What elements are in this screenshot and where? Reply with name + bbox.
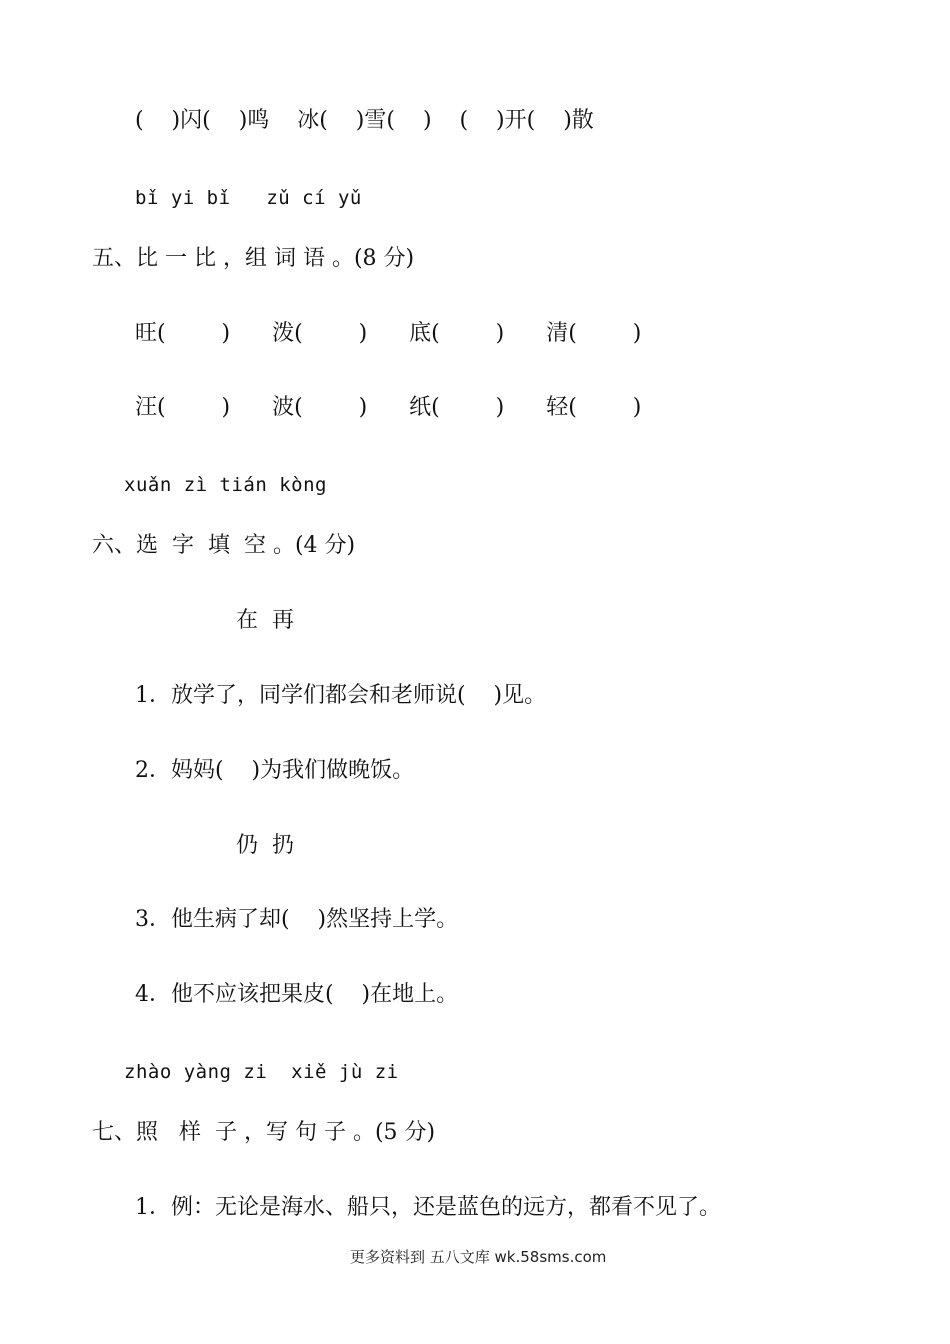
section-7-heading: 七、照 样 子 ，写 句 子 。(5 分) (92, 1120, 436, 1145)
char-choice-1: 在 再 (236, 608, 294, 633)
question-3: 3．他生病了却( )然坚持上学。 (135, 907, 459, 932)
pinyin-section-5: bǐ yi bǐ zǔ cí yǔ (135, 187, 362, 209)
compare-row-2: 汪( ) 波( ) 纸( ) 轻( ) (135, 395, 642, 420)
char-choice-2: 仍 扔 (236, 833, 294, 858)
section-6-heading: 六、选 字 填 空 。(4 分) (92, 533, 356, 558)
question-2: 2．妈妈( )为我们做晚饭。 (135, 758, 415, 783)
section-5-heading: 五、比 一 比 ，组 词 语 。(8 分) (92, 246, 415, 271)
word-fill-row: ( )闪( )鸣 冰( )雪( ) ( )开( )散 (135, 108, 594, 133)
compare-row-1: 旺( ) 泼( ) 底( ) 清( ) (135, 321, 642, 346)
pinyin-section-6: xuǎn zì tián kòng (124, 474, 327, 496)
question-1: 1．放学了，同学们都会和老师说( )见。 (135, 683, 547, 708)
page-footer: 更多资料到 五八文库 wk.58sms.com (350, 1248, 607, 1266)
example-sentence: 1．例：无论是海水、船只，还是蓝色的远方，都看不见了。 (135, 1195, 721, 1220)
question-4: 4．他不应该把果皮( )在地上。 (135, 982, 459, 1007)
pinyin-section-7: zhào yàng zi xiě jù zi (124, 1061, 399, 1083)
